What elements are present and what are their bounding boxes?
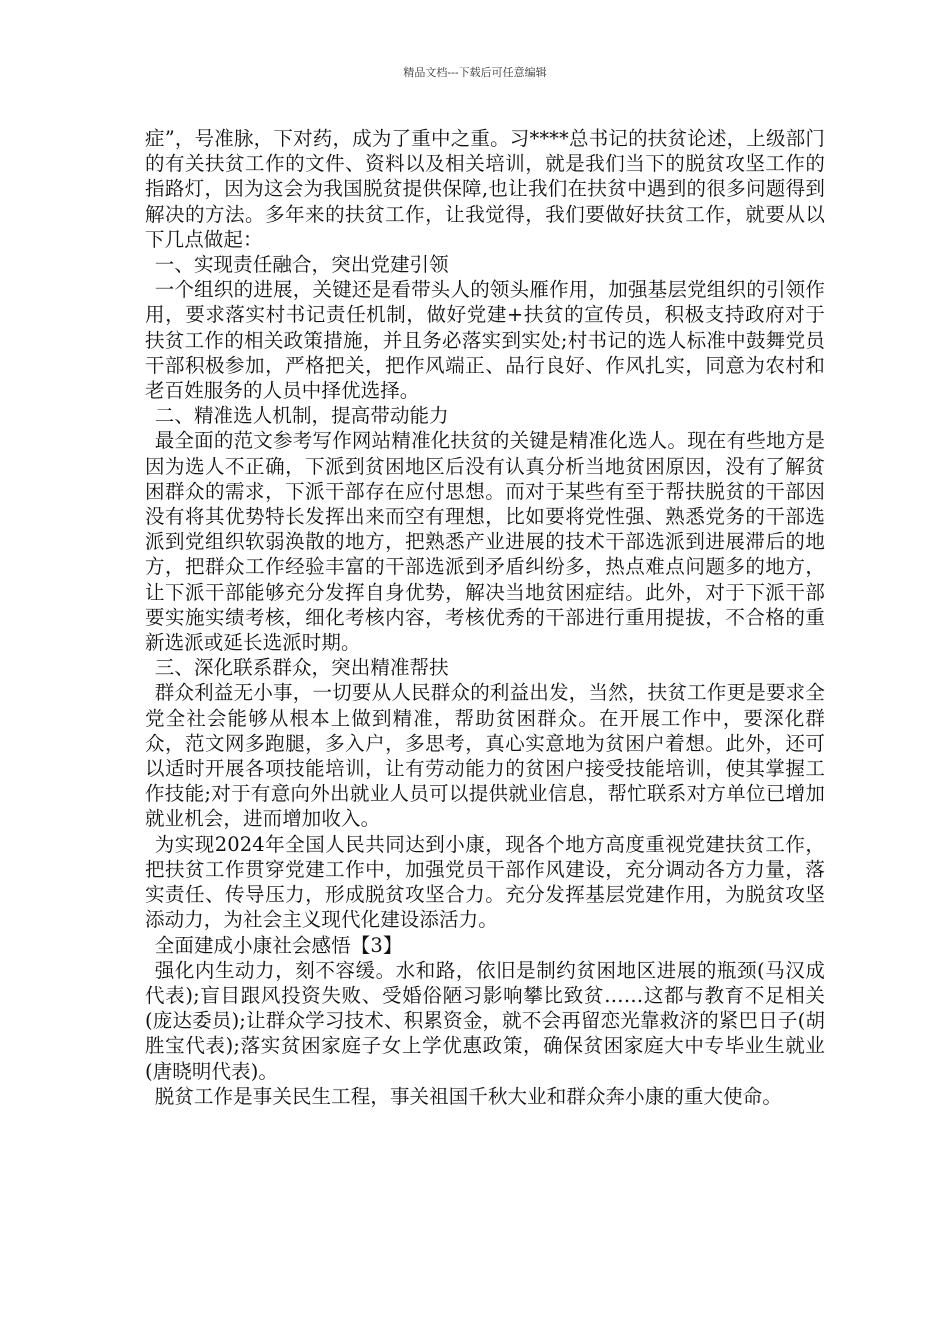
paragraph-closing: 脱贫工作是事关民生工程，事关祖国千秋大业和群众奔小康的重大使命。	[154, 1084, 782, 1108]
document-body	[145, 126, 825, 1109]
paragraph-section-3: 群众利益无小事，一切要从人民群众的利益出发，当然，扶贫工作更是要求全党全社会能够从根本上做到精准，帮助贫困群众。在开展工作中，要深化群众，范文网多跑腿，多入户，多思考，真心实意地为贫困户着想。此外，还可以适时开展各项技能培训，让有劳动能力的贫困户接受技能培训，使其掌握工作技能;对于有意向外出就业人员可以提供就业信息，帮忙联系对方单位已增加就业机会，进而增加收入。	[145, 681, 825, 831]
paragraph-intro: 症”，号准脉，下对药，成为了重中之重。习****总书记的扶贫论述，上级部门的有关扶贫工作的文件、资料以及相关培训，就是我们当下的脱贫攻坚工作的指路灯，因为这会为我国脱贫提供保障,也让我们在扶贫中遇到的很多问题得到解决的方法。多年来的扶贫工作，让我觉得，我们要做好扶贫工作，就要从以下几点做起：	[145, 127, 825, 251]
paragraph-section-4: 强化内生动力，刻不容缓。水和路，依旧是制约贫困地区进展的瓶颈(马汉成代表);盲目跟风投资失败、受婚俗陋习影响攀比致贫……这都与教育不足相关(庞达委员);让群众学习技术、积累资金，就不会再留恋光靠救济的紧巴日子(胡胜宝代表);落实贫困家庭子女上学优惠政策，确保贫困家庭大中专毕业生就业(唐晓明代表)。	[145, 958, 825, 1083]
paragraph-conclusion: 为实现2024年全国人民共同达到小康，现各个地方高度重视党建扶贫工作，把扶贫工作贯穿党建工作中，加强党员干部作风建设，充分调动各方力量，落实责任、传导压力，形成脱贫攻坚合力。充分发挥基层党建作用，为脱贫攻坚添动力，为社会主义现代化建设添活力。	[145, 832, 825, 932]
section-heading-3: 三、深化联系群众，突出精准帮扶	[154, 656, 449, 680]
paragraph-section-1: 一个组织的进展，关键还是看带头人的领头雁作用，加强基层党组织的引领作用，要求落实村书记责任机制，做好党建+扶贫的宣传员，积极支持政府对于扶贫工作的相关政策措施，并且务必落实到实处;村书记的选人标准中鼓舞党员干部积极参加，严格把关，把作风端正、品行良好、作风扎实，同意为农村和老百姓服务的人员中择优选择。	[145, 278, 825, 403]
section-heading-2: 二、精准选人机制，提高带动能力	[154, 404, 449, 428]
section-heading-4: 全面建成小康社会感悟【3】	[154, 933, 403, 957]
section-heading-1: 一、实现责任融合，突出党建引领	[154, 253, 449, 277]
paragraph-section-2: 最全面的范文参考写作网站精准化扶贫的关键是精准化选人。现在有些地方是因为选人不正确，下派到贫困地区后没有认真分析当地贫困原因，没有了解贫困群众的需求，下派干部存在应付思想。而对于某些有至于帮扶脱贫的干部因没有将其优势特长发挥出来而空有理想，比如要将党性强、熟悉党务的干部选派到党组织软弱涣散的地方，把熟悉产业进展的技术干部选派到进展滞后的地方，把群众工作经验丰富的干部选派到矛盾纠纷多，热点难点问题多的地方，让下派干部能够充分发挥自身优势，解决当地贫困症结。此外，对于下派干部要实施实绩考核，细化考核内容，考核优秀的干部进行重用提拔，不合格的重新选派或延长选派时期。	[145, 429, 825, 655]
page-header: 精品文档---下载后可任意编辑	[403, 66, 547, 79]
